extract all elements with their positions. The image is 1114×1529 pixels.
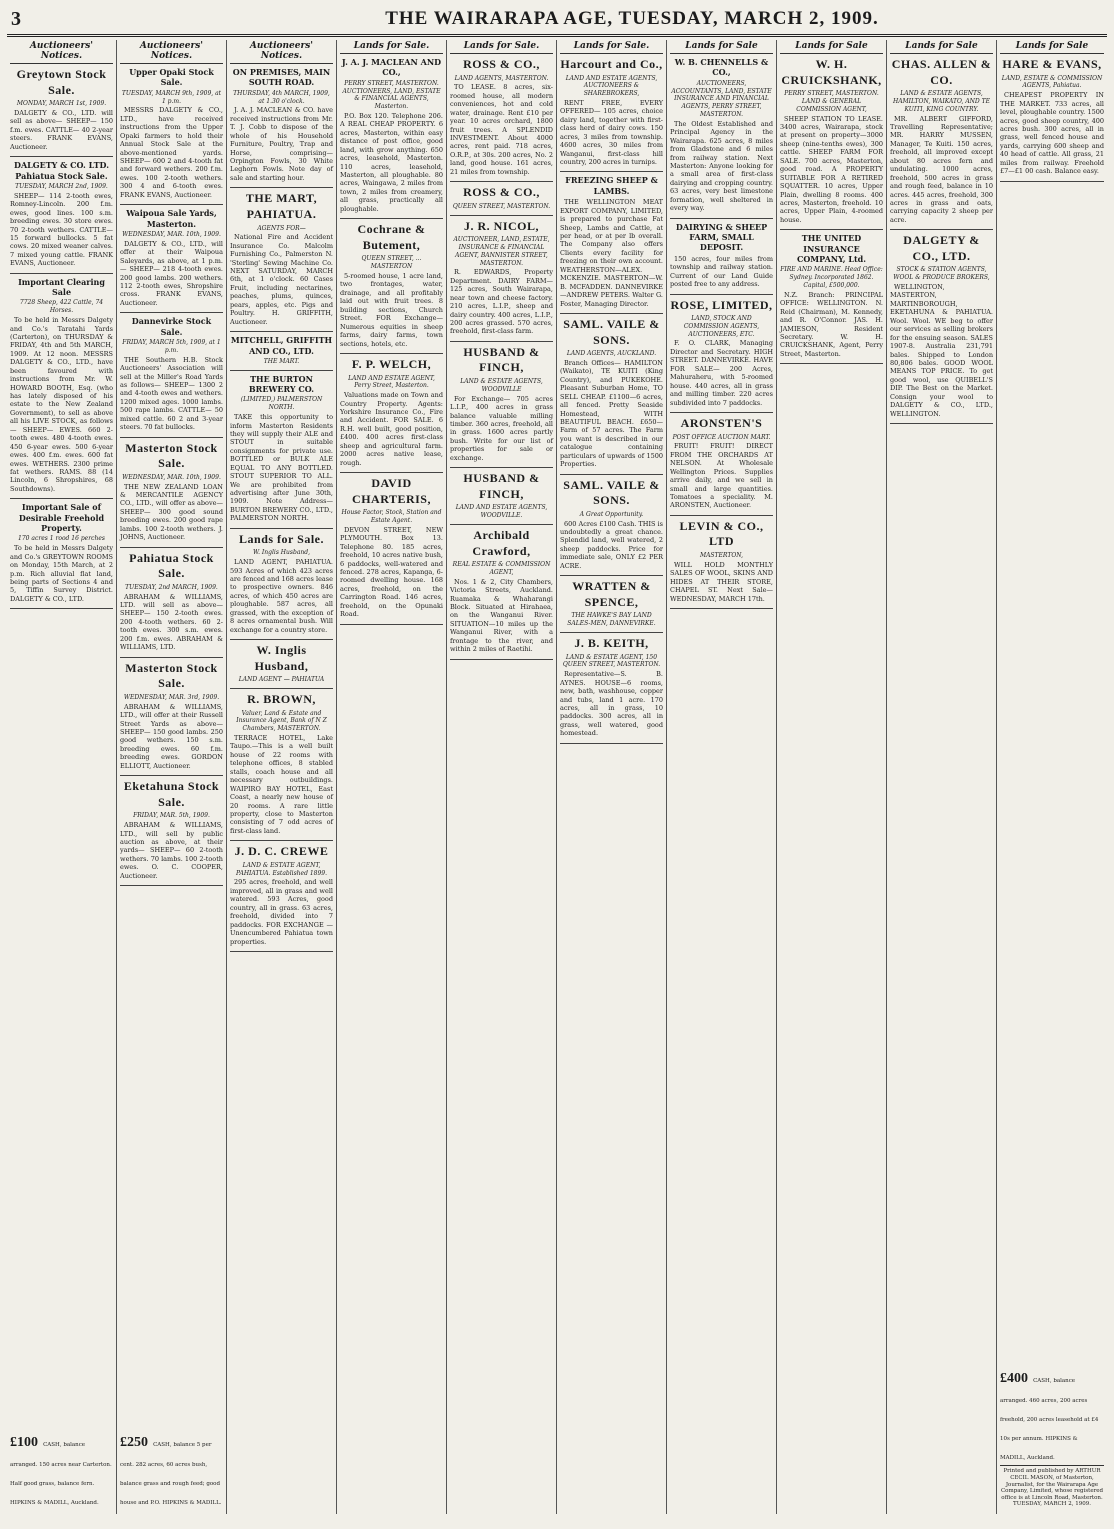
ad-subtitle: Valuer, Land & Estate and Insurance Agent, Bank of N Z Chambers, MASTERTON. — [236, 709, 327, 733]
advertisement — [340, 57, 443, 219]
ad-title: F. P. WELCH, — [351, 356, 432, 371]
ad-body: J. A. J. MACLEAN & CO. have received instructions from Mr. T. J. Cobb to dispose of the whole of his Household Furniture, Poultry, Trap and Horse, comprising— Orpington Fowls, 30 White Leghorn Fowls. Note day of sale and starting hour. — [230, 106, 333, 182]
ad-body: TO LEASE. 8 acres, six-roomed house, all modern conveniences, hot and cold water, drainage. Rent £10 per year. 10 acres orchard, 1800 fruit trees. A SPLENDID INVESTMENT. About 4000 acres, rent paid. 718 acres, O.R.P., at 30s. 200 acres, No. 2 land, good house. 161 acres, 21 miles from township. — [450, 83, 553, 176]
advertisement — [560, 317, 663, 475]
column-body — [1000, 57, 1104, 182]
ad-body: SHEEP— 114 2-tooth ewes, Romney-Lincoln. 200 f.m. ewes, good lines. 100 s.m. breeding ewes. 30 store ewes. 70 2-tooth wethers. CATTLE— 15 forward bullocks. 5 fat cows. 20 mixed weaner calves. 7 mixed young cattle. FRANK EVANS, Auctioneer. — [10, 191, 113, 268]
ad-title: CHAS. ALLEN & CO. — [891, 57, 992, 87]
column-2 — [117, 40, 227, 1514]
ad-title: Lands for Sale. — [239, 531, 324, 546]
ad-title: Masterton Stock Sale. — [125, 660, 218, 691]
advertisement — [340, 357, 443, 473]
advertisement — [120, 441, 223, 548]
ad-title: Pahiatua Stock Sale. — [129, 550, 214, 581]
ad-title: Important Clearing Sale — [18, 276, 105, 298]
ad-title: ROSE, LIMITED, — [670, 297, 773, 312]
ad-body: DALGETY & CO., LTD., will offer at their Waipoua Saleyards, as above, at 1 p.m.— SHEEP— 218 4-tooth ewes. 200 good lambs. 200 wethers. 112 2-tooth ewes, Shropshire cross. FRANK EVANS, Auctioneer. — [120, 239, 223, 307]
ad-body: Representative—S. B. AYNES. HOUSE—6 rooms, new, bath, washhouse, copper and tubs, land 1 acre. 170 acres, all in grass, 10 paddocks. 300 acres, all in grass, well watered, good homestead. — [560, 670, 663, 738]
column-5 — [447, 40, 557, 1514]
ad-body: MESSRS DALGETY & CO., LTD., have received instructions from the Upper Opaki farmers to hold their Annual Stock Sale at the above-mentioned yards. SHEEP— 600 2 and 4-tooth fat and forward wethers. 200 f.m. ewes. 100 2-tooth wethers. 300 4 and 6-tooth ewes. FRANK EVANS, Auctioneer. — [120, 106, 223, 199]
column-header: Lands for Sale. — [340, 40, 443, 54]
column-body — [560, 57, 663, 744]
ad-subtitle: 7728 Sheep, 422 Cattle, 74 Horses. — [19, 299, 104, 315]
ad-subtitle: LAND & ESTATE AGENT, PAHIATUA. Established 1899. — [236, 861, 327, 877]
ad-title: THE MART, PAHIATUA. — [245, 191, 318, 221]
column-header: Lands for Sale — [1000, 40, 1104, 54]
ad-title: W. H. CRUICKSHANK, — [781, 57, 882, 87]
ad-title: HARE & EVANS, — [1002, 57, 1102, 71]
ad-subtitle: LAND AGENT — PAHIATUA — [238, 676, 325, 684]
ad-subtitle: LAND AND ESTATE AGENTS, WOODVILLE. — [455, 504, 548, 520]
column-header: Lands for Sale — [890, 40, 993, 54]
ad-subtitle: TUESDAY, MARCH 9th, 1909, at 1 p.m. — [121, 89, 222, 105]
ad-body: 295 acres, freehold, and well improved, all in grass and well watered. 593 Acres, good country, all in grass. 63 acres, freehold, divided into 7 paddocks. FOR EXCHANGE — Unencumbered Pahiatua town properties. — [230, 878, 333, 946]
advertisement — [450, 528, 553, 660]
advertisement — [230, 374, 333, 529]
ad-subtitle: TUESDAY, 2nd MARCH, 1909. — [125, 583, 218, 591]
ad-subtitle: House Factor, Stock, Station and Estate Agent. — [341, 509, 442, 525]
ad-body: National Fire and Accident Insurance Co. Malcolm Furnishing Co., Palmerston N. 'Sterling' Sewing Machine Co. NEXT SATURDAY, MARCH 6th, at 1 o'clock. 60 Cases Fruit, including nectarines, peaches, plums, quinces, pears, apples, etc. Pigs and Poultry. H. GRIFFITH, Auctioneer. — [230, 233, 333, 326]
column-1 — [7, 40, 117, 1514]
column-10 — [997, 40, 1107, 1514]
ad-subtitle: AUCTIONEERS, ACCOUNTANTS, LAND, ESTATE INSURANCE AND FINANCIAL AGENTS, PERRY STREET, MASTERTON. — [671, 79, 772, 118]
column-6 — [557, 40, 667, 1514]
ad-subtitle: WEDNESDAY, MAR. 10th, 1909. — [122, 230, 221, 238]
advertisement — [450, 57, 553, 182]
ad-body: RENT FREE, EVERY OFFERED— 105 acres, choice dairy land, together with first-class herd of dairy cows. 150 acres, 3 miles from township. 4600 acres, 30 miles from Wanganui, first-class hill country, 200 acres in turnips. — [560, 98, 663, 167]
ad-body: R. EDWARDS, Property Department. DAIRY FARM—125 acres, South Wairarapa, near town and cheese factory. 210 acres, L.I.P., sheep and dairy country. 400 acres, L.I.P., 200 acres grassed. 570 acres, freehold, first-class farm. — [450, 268, 553, 336]
advertisement — [450, 185, 553, 215]
bottom-advertisement — [1000, 1367, 1104, 1508]
ad-title: Important Sale of Desirable Freehold Property. — [18, 502, 105, 534]
ad-subtitle: (LIMITED,) PALMERSTON NORTH. — [240, 396, 323, 412]
ad-body: Branch Offices— HAMILTON (Waikato), TE KUITI (King Country), and PUKEKOHE. Pleasant Suburban Home, TO SELL CHEAP. £1100—6 acres, all fenced. Pretty Seaside Homestead, WITH BEAUTIFUL BEACH. £650—Farm of 57 acres. The Farm you want is described in our catalogue containing particulars of upwards of 1500 Properties. — [560, 358, 663, 469]
advertisement — [120, 208, 223, 313]
advertisement — [450, 345, 553, 468]
bottom-advertisement — [10, 1431, 113, 1508]
advertisement — [230, 643, 333, 689]
advertisement — [780, 233, 883, 364]
ad-body: LAND AGENT, PAHIATUA. 593 Acres of which 423 acres are fenced and 168 acres lease to prospective owners. 846 acres, of which 450 acres are ploughable. 587 acres, all grassed, with the exception of 8 acres ornamental bush. Will exchange for a country store. — [230, 558, 333, 634]
ad-body: CHEAPEST PROPERTY IN THE MARKET. 733 acres, all level, ploughable country. 1500 acres, good sheep country, 400 acres bush. 300 acres, all in grass, well fenced house and yards, carrying 600 sheep and 40 head of cattle. All grass, 21 miles from railway. Freehold £7—£1 00 cash. Balance easy. — [1000, 91, 1104, 176]
ad-subtitle: REAL ESTATE & COMMISSION AGENT, — [452, 561, 551, 576]
ad-body: DALGETY & CO., LTD. will sell as above— SHEEP— 150 f.m. ewes. CATTLE— 40 2-year steers. FRANK EVANS, Auctioneer. — [10, 108, 113, 151]
ad-title: Masterton Stock Sale. — [125, 440, 218, 471]
ad-title: SAML. VAILE & SONS. — [563, 316, 660, 347]
divider — [1000, 1465, 1104, 1466]
price-text: CASH, balance 5 per cent. 282 acres, 60 acres bush, balance grass and rough feed; good house and P.O. HIPKINS & MADILL. — [120, 1442, 222, 1506]
advertisement — [890, 233, 993, 424]
ad-subtitle: MASTERTON, — [699, 552, 744, 560]
advertisement — [10, 67, 113, 157]
page-number: 3 — [11, 8, 21, 30]
column-header: Auctioneers' Notices. — [230, 40, 333, 64]
advertisement — [450, 471, 553, 525]
ad-body: ABRAHAM & WILLIAMS, LTD. will sell as above— SHEEP— 150 2-tooth ewes. 200 4-tooth wethers. 60 2-tooth ewes. 300 s.m. ewes. 200 f.m. ewes. ABRAHAM & WILLIAMS, LTD. — [120, 592, 223, 652]
masthead — [7, 6, 1107, 37]
column-8 — [777, 40, 887, 1514]
column-header: Lands for Sale. — [560, 40, 663, 54]
ad-subtitle: QUEEN STREET, ... MASTERTON — [361, 255, 422, 271]
ad-subtitle: LAND, ESTATE & COMMISSION AGENTS, Pahiatua. — [1001, 74, 1103, 90]
column-body — [780, 57, 883, 364]
ad-title: THE UNITED INSURANCE COMPANY, Ltd. — [796, 233, 867, 265]
ad-subtitle: MONDAY, MARCH 1st, 1909. — [16, 100, 107, 108]
column-header: Lands for Sale. — [450, 40, 553, 54]
advertisement — [10, 160, 113, 274]
ad-subtitle: WEDNESDAY, MAR. 10th, 1909. — [122, 473, 221, 481]
ad-subtitle: LAND AGENTS, MASTERTON. — [454, 74, 549, 82]
ad-body: DEVON STREET, NEW PLYMOUTH. Box 13. Telephone 80. 185 acres, freehold, 10 acres native bush, 6 paddocks, well-watered and fenced. 278 acres, Kapanga, 6-roomed dwelling house. 168 acres, freehold, on the Carrington Road. 146 acres, freehold, on the Opunaki Road. — [340, 525, 443, 619]
ad-title: ARONSTEN'S — [680, 415, 763, 430]
ad-body: THE WELLINGTON MEAT EXPORT COMPANY, LIMITED, is prepared to purchase Fat Sheep, Lambs and Cattle, at per head, or at per lb overall. The Company also offers Clients every facility for freezing on their own account. WEATHERSTON—ALEX. MCKENZIE. MASTERTON—W. B. MCFADDEN. DANNEVIRKE—ANDREW PETERS. Walter G. Foster, Managing Director. — [560, 198, 663, 308]
advertisement — [120, 661, 223, 776]
ad-body: Nos. 1 & 2, City Chambers, Victoria Streets, Auckland. Ruamaka & Whaharangi Block. Situated at Hirahaea, on the Wanganui River. SITUATION—10 miles up the Wanganui River, with a frontage to the river, and within 2 miles of Raetihi. — [450, 577, 553, 654]
ad-title: DAVID CHARTERIS, — [352, 476, 431, 506]
advertisement — [120, 67, 223, 205]
ad-subtitle: LAND & ESTATE AGENTS, WOODVILLE — [460, 378, 543, 393]
price-text: CASH, balance arranged. 150 acres near Carterton. Half good grass, balance fern. HIPKINS & MADILL, Auckland. — [10, 1442, 112, 1506]
ad-body: P.O. Box 120. Telephone 206. A REAL CHEAP PROPERTY. 6 acres, Masterton, within easy distance of post office, good land, with grow anything. 650 acres, leasehold, Masterton. 110 acres, leasehold, Masterton, all ploughable. 80 acres, Waingawa, 2 miles from town, 2 miles from creamery, all grass, practically all ploughable. — [340, 111, 443, 213]
advertisement — [10, 502, 113, 609]
ad-subtitle: LAND, STOCK AND COMMISSION AGENTS, AUCTIONEERS, ETC. — [683, 315, 760, 338]
ad-subtitle: POST OFFICE AUCTION MART. — [672, 433, 771, 441]
column-header: Lands for Sale — [780, 40, 883, 54]
ad-subtitle: STOCK & STATION AGENTS, WOOL & PRODUCE BROKERS, — [893, 266, 990, 282]
column-header: Auctioneers' Notices. — [120, 40, 223, 64]
advertisement — [560, 57, 663, 172]
advertisement — [120, 779, 223, 886]
ad-body: WELLINGTON, MASTERTON, MARTINBOROUGH, EKETAHUNA & PAHIATUA. Wool. Wool. WE beg to offer our services as selling brokers for the ensuing season. SALES 1907-8. Australia 231,791 bales. Shipped to London 80,806 bales. GOOD WOOL MEANS TOP PRICE. To get good wool, use QUIBELL'S DIP. The Best on the Market. Consign your wool to DALGETY & CO., LTD., WELLINGTON. — [890, 283, 993, 418]
ad-subtitle: LAND AGENTS, AUCKLAND. — [566, 350, 657, 358]
ad-title: W. Inglis Husband, — [254, 643, 309, 673]
advertisement — [120, 551, 223, 658]
ad-title: J. A. J. MACLEAN AND CO., — [341, 57, 442, 78]
advertisement — [560, 636, 663, 744]
ad-subtitle: W. Inglis Husband, — [252, 549, 311, 557]
ad-title: LEVIN & CO., LTD — [679, 518, 764, 549]
advertisement — [230, 67, 333, 188]
ad-subtitle: FRIDAY, MARCH 5th, 1909, at 1 p.m. — [122, 339, 221, 354]
ad-subtitle: THURSDAY, 4th MARCH, 1909, at 1.30 o'clock. — [233, 89, 330, 105]
column-4 — [337, 40, 447, 1514]
printer-imprint: Printed and published by ARTHUR CECIL MASON, of Masterton, Journalist, for the Wairarapa Age Company, Limited, whose registered office is at Lincoln Road, Masterton. TUESDAY, MARCH 2, 1909. — [1000, 1468, 1104, 1508]
ad-body: N.Z. Branch: PRINCIPAL OFFICE: WELLINGTON. N. Reid (Chairman), M. Kennedy, and R. O'Connor. JAS. H. JAMIESON, Resident Secretary. W. H. CRUICKSHANK, Agent, Perry Street, Masterton. — [780, 290, 883, 358]
ad-subtitle: THE HAWKE'S BAY LAND SALES-MEN, DANNEVIRKE. — [567, 612, 656, 628]
ad-title: Waipoua Sale Yards, Masterton. — [126, 208, 217, 229]
price-amount: £100 — [10, 1435, 38, 1450]
advertisement — [230, 191, 333, 332]
ad-subtitle: THE MART. — [263, 357, 300, 365]
advertisement — [670, 57, 773, 219]
ad-body: 600 Acres £100 Cash. THIS is undoubtedly a great chance. Splendid land, well watered, 2 sheep paddocks. Price for immediate sale, ONLY £2 PER ACRE. — [560, 519, 663, 570]
advertisement — [1000, 57, 1104, 182]
columns-container — [7, 40, 1107, 1514]
ad-title: WRATTEN & SPENCE, — [572, 579, 651, 609]
advertisement — [670, 298, 773, 413]
ad-body: THE Southern H.B. Stock Auctioneers' Association will sell at the Miller's Road Yards as follows— SHEEP— 1300 2 and 4-tooth ewes and wethers. 1200 mixed ages. 1000 lambs. 500 rape lambs. CATTLE— 50 mixed cattle. 60 2 and 3-year steers. 70 fat bullocks. — [120, 355, 223, 432]
ad-title: W. B. CHENNELLS & CO., — [674, 57, 769, 78]
advertisement — [670, 222, 773, 295]
ad-body: SHEEP STATION TO LEASE. 3400 acres, Wairarapa, stock at present on property—3000 sheep (nine-tenths ewes), 300 cattle. SHEEP FARM FOR SALE. 700 acres, Masterton, good road. A PROPERTY SUITABLE FOR A RETIRED SQUATTER. 10 acres, Upper Plain, dwelling 8 rooms. 400 acres, Masterton, freehold. 10 acres, Upper Plain, 4-roomed house. — [780, 114, 883, 224]
advertisement — [230, 844, 333, 952]
column-3 — [227, 40, 337, 1514]
ad-subtitle: PERRY STREET, MASTERTON. LAND & GENERAL COMMISSION AGENT, — [784, 90, 879, 113]
advertisement — [230, 692, 333, 841]
ad-subtitle: WEDNESDAY, MAR. 3rd, 1909. — [123, 693, 220, 701]
ad-title: HUSBAND & FINCH, — [463, 471, 540, 501]
ad-title: R. BROWN, — [247, 692, 316, 707]
advertisement — [340, 222, 443, 354]
ad-title: Harcourt and Co., — [560, 57, 663, 71]
advertisement — [560, 175, 663, 313]
ad-title: MITCHELL, GRIFFITH AND CO., LTD. — [230, 335, 333, 356]
column-body — [340, 57, 443, 625]
ad-subtitle: PERRY STREET, MASTERTON. AUCTIONEERS, LAND, ESTATE & FINANCIAL AGENTS, Masterton. — [342, 79, 441, 111]
ad-body: Valuations made on Town and Country Property. Agents: Yorkshire Insurance Co., Fire and Accident. FOR SALE. 6 R.H. well built, good position, £400. 400 acres first-class sheep and agricultural farm. 2000 acres native lease, rough. — [340, 391, 443, 467]
ad-title: FREEZING SHEEP & LAMBS. — [565, 175, 658, 196]
ad-subtitle: AGENTS FOR— — [257, 224, 306, 232]
ad-body: ABRAHAM & WILLIAMS, LTD., will offer at their Russell Street Yards as above— SHEEP— 150 good lambs. 250 good wethers. 150 s.m. breeding ewes. 60 f.m. breeding ewes. GORDON ELLIOTT, Auctioneer. — [120, 702, 223, 770]
bottom-advertisement — [120, 1431, 223, 1508]
ad-body: WILL HOLD MONTHLY SALES OF WOOL, SKINS AND HIDES AT THEIR STORE, CHAPEL ST. Next Sale— WEDNESDAY, MARCH 17th. — [670, 560, 773, 603]
ad-subtitle: LAND AND ESTATE AGENT, Perry Street, Masterton. — [348, 374, 435, 390]
ad-body: ABRAHAM & WILLIAMS, LTD., will sell by public auction as above, at their yards— SHEEP— 60 2-tooth wethers. 70 lambs. 100 2-tooth ewes. O. C. COOPER, Auctioneer. — [120, 821, 223, 880]
advertisement — [340, 476, 443, 625]
advertisement — [450, 219, 553, 342]
ad-body: TERRACE HOTEL, Lake Taupo.—This is a well built house of 22 rooms with telephone offices, 8 stabled stalls, coach house and all necessary outbuildings. WAIPIRO BAY HOTEL, East Coast, a nearly new house of 20 rooms. A rare little property, close to Masterton consisting of 7 odd acres of first-class land. — [230, 734, 333, 835]
ad-body: THE NEW ZEALAND LOAN & MERCANTILE AGENCY CO., LTD., will offer as above— SHEEP— 300 good sound breeding ewes. 200 good rape lambs. 100 2-tooth wethers. J. JOHNS, Auctioneer. — [120, 482, 223, 542]
advertisement — [10, 277, 113, 500]
ad-title: Upper Opaki Stock Sale. — [129, 67, 214, 88]
column-header: Lands for Sale — [670, 40, 773, 54]
ad-title: Greytown Stock Sale. — [16, 67, 107, 97]
ad-body: F. O. CLARK, Managing Director and Secretary. HIGH STREET. DANNEVIRKE. HAVE FOR SALE— 200 Acres, Mahuraheru, with 5-roomed house. 440 acres, all in grass and milling timber. 220 acres subdivided into 7 paddocks. — [670, 339, 773, 407]
advertisement — [230, 335, 333, 371]
ad-title: SAML. VAILE & SONS. — [563, 477, 660, 508]
ad-body: 5-roomed house, 1 acre land, two frontages, water, drainage, and all profitably laid out with fruit trees. 8 building sections, Church Street. FOR Exchange—Numerous equities in sheep farms, dairy farms, town sections, hotels, etc. — [340, 272, 443, 348]
ad-body: For Exchange— 705 acres L.I.P., 400 acres in grass balance valuable milling timber. 360 acres, freehold, all in grass. 1600 acres partly bush. Write for our list of properties for sale or exchange. — [450, 394, 553, 462]
advertisement — [890, 57, 993, 230]
ad-title: Cochrane & Butement, — [357, 222, 426, 252]
ad-body: FRUIT! FRUIT! DIRECT FROM THE ORCHARDS AT NELSON. At Wholesale Wellington Prices. Supplies arrive daily, and we sell in small and large quantities. Tomatoes a speciality. M. ARONSTEN, Auctioneer. — [670, 442, 773, 510]
ad-title: DALGETY & CO. LTD. Pahiatua Stock Sale. — [14, 160, 109, 181]
ad-subtitle: 170 acres 1 rood 16 perches — [18, 535, 105, 543]
column-body — [670, 57, 773, 609]
advertisement — [670, 416, 773, 516]
ad-subtitle: LAND AND ESTATE AGENTS, AUCTIONEERS & SHAREBROKERS, — [565, 74, 658, 98]
ad-subtitle: FRIDAY, MAR. 5th, 1909. — [133, 812, 210, 820]
advertisement — [670, 519, 773, 609]
ad-title: HUSBAND & FINCH, — [463, 344, 540, 375]
ad-subtitle: TUESDAY, MARCH 2nd, 1909. — [15, 182, 108, 190]
newspaper-page — [7, 6, 1107, 1516]
column-body — [120, 67, 223, 886]
ad-body: To be held in Messrs Dalgety and Co.'s GREYTOWN ROOMS on Monday, 15th March, at 2 p.m. Rich alluvial flat land, being parts of Sections 4 and 5, Tiffin Survey District. DALGETY & CO., LTD. — [10, 544, 113, 603]
column-7 — [667, 40, 777, 1514]
advertisement — [780, 57, 883, 230]
ad-body: MR. ALBERT GIFFORD, Travelling Representative; MR. HARRY MUSSEN, Manager, Te Kuiti. 150 acres, freehold, all improved except about 80 acres fern and undulating. 1000 acres, freehold, 500 acres in grass and rough feed, balance in 10 acres. 445 acres, freehold, 300 acres in grass and oats, carrying capacity 2 sheep per acre. — [890, 114, 993, 224]
ad-subtitle: LAND & ESTATE AGENTS, HAMILTON, WAIKATO, AND TE KUITI, KING COUNTRY. — [892, 90, 991, 113]
ad-title: DAIRYING & SHEEP FARM, SMALL DEPOSIT. — [675, 221, 768, 253]
advertisement — [120, 316, 223, 437]
advertisement — [230, 532, 333, 640]
ad-body: To be held in Messrs Dalgety and Co.'s Taratahi Yards (Carterton), on THURSDAY & FRIDAY, 4th and 5th MARCH, 1909. At 12 noon. MESSRS DALGETY & CO., LTD., have been favoured with instructions from Mr. W. HOWARD BOOTH, Esq. (who has lately disposed of his estate to the New Zealand Government), to sell as above all his LIVE STOCK, as follows— SHEEP— EWES. 660 2-tooth ewes. 480 4-tooth ewes. 450 6-year ewes. 500 6-year ewes. 400 f.m. ewes. 600 fat ewes. WETHERS. 2300 prime fat wethers. RAMS. 88 (14 Lincoln, 6 Shropshires, 68 Southdowns). — [10, 316, 113, 493]
ad-title: J. R. NICOL, — [463, 218, 539, 233]
ad-body: TAKE this opportunity to inform Masterton Residents they will supply their ALE and STOUT in suitable consignments for private use. BOTTLED or BULK ALE EQUAL TO ANY BOTTLED. STOUT SUPERIOR TO ALL. We are prohibited from advertising after June 30th, 1909. Note Address— BURTON BREWERY CO., LTD., PALMERSTON NORTH. — [230, 413, 333, 523]
ad-subtitle: QUEEN STREET, MASTERTON. — [452, 202, 551, 210]
column-body — [890, 57, 993, 424]
column-9 — [887, 40, 997, 1514]
ad-title: J. D. C. CREWE — [234, 844, 329, 859]
ad-subtitle: FIRE AND MARINE. Head Office: Sydney. Incorporated 1862. Capital, £500,000. — [780, 266, 883, 290]
ad-subtitle: LAND & ESTATE AGENT, 150 QUEEN STREET, MASTERTON. — [562, 653, 661, 669]
column-body — [230, 67, 333, 952]
column-body — [10, 67, 113, 609]
ad-title: THE BURTON BREWERY CO. — [248, 373, 315, 395]
ad-title: Eketahuna Stock Sale. — [123, 779, 220, 809]
price-amount: £250 — [120, 1435, 148, 1450]
ad-subtitle: A Great Opportunity. — [579, 510, 644, 518]
ad-title: Archibald Crawford, — [472, 527, 531, 558]
ad-title: ON PREMISES, MAIN SOUTH ROAD. — [232, 67, 331, 88]
newspaper-title: THE WAIRARAPA AGE, TUESDAY, MARCH 2, 1909. — [385, 8, 879, 29]
advertisement — [560, 579, 663, 633]
ad-title: DALGETY & CO., LTD. — [903, 233, 980, 263]
ad-title: Dannevirke Stock Sale. — [131, 316, 212, 337]
ad-body: 150 acres, four miles from township and railway station. Current of our Land Guide posted free to any address. — [670, 254, 773, 289]
ad-title: ROSS & CO., — [463, 185, 540, 200]
price-amount: £400 — [1000, 1371, 1028, 1387]
ad-subtitle: AUCTIONEER, LAND, ESTATE, INSURANCE & FINANCIAL AGENT, BANNISTER STREET, MASTERTON. — [453, 236, 550, 267]
ad-title: ROSS & CO., — [463, 57, 540, 71]
ad-title: J. B. KEITH, — [574, 636, 649, 651]
column-header: Auctioneers' Notices. — [10, 40, 113, 64]
price-text: CASH, balance arranged. 460 acres, 200 acres freehold, 200 acres leasehold at £4 10s per annum. HIPKINS & MADILL, Auckland. — [1000, 1378, 1099, 1462]
advertisement — [560, 478, 663, 577]
ad-body: The Oldest Established and Principal Agency in the Wairarapa. 625 acres, 8 miles from Gladstone and 6 miles from railway station. Next Masterton: Anyone looking for a small area of first-class dairying and cropping country. 63 acres, very best limestone formation, well sheltered in every way. — [670, 119, 773, 213]
column-body — [450, 57, 553, 660]
